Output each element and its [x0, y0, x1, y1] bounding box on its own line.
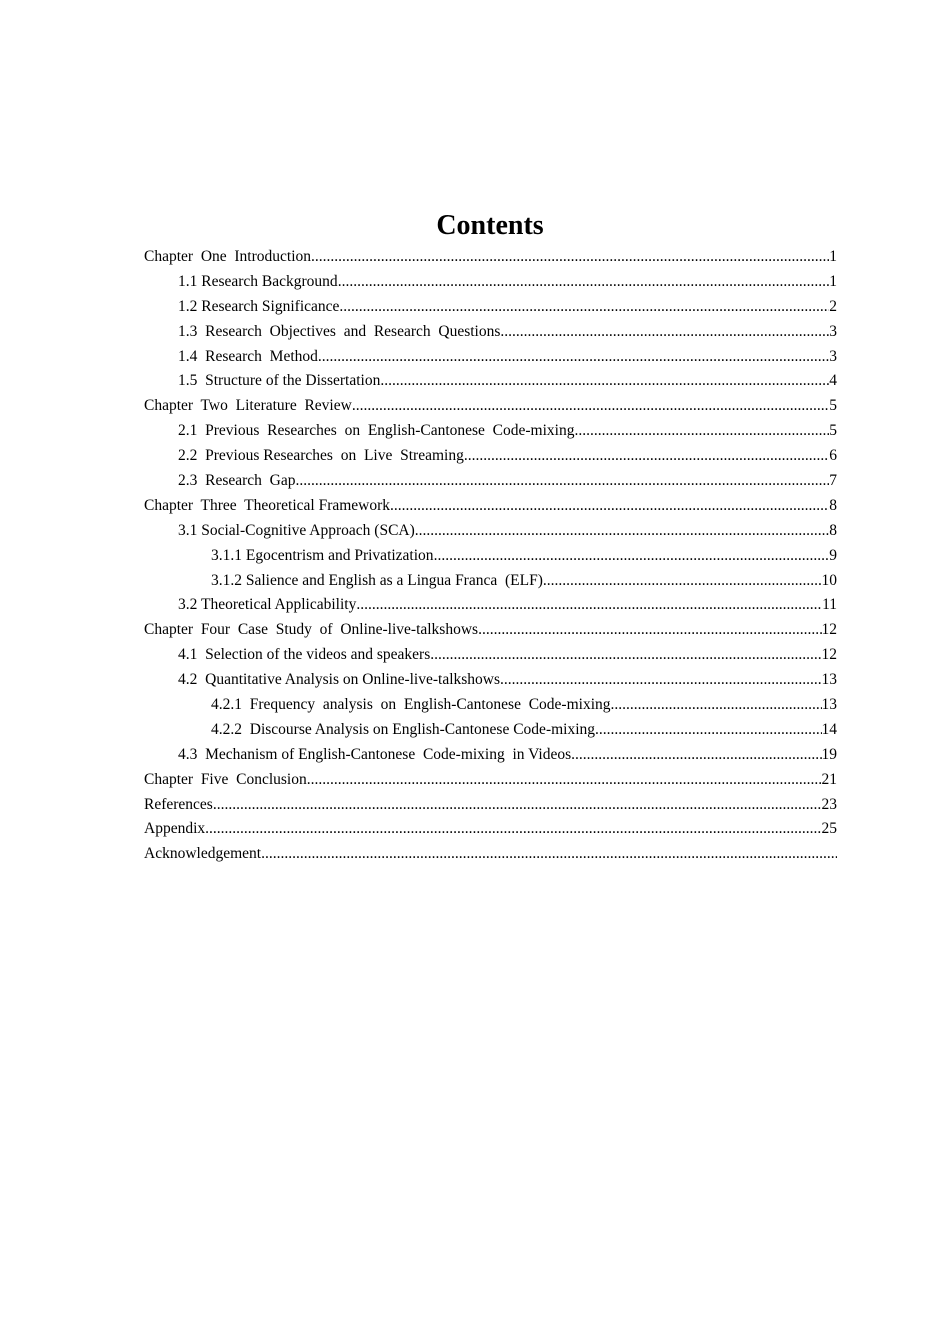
toc-entry[interactable]	[144, 593, 837, 618]
table-of-contents	[144, 245, 837, 867]
toc-dot-leader	[595, 718, 821, 743]
toc-entry-page-number: 12	[821, 646, 837, 664]
toc-entry-label: 3.1.2 Salience and English as a Lingua Franca (ELF)	[211, 571, 543, 589]
page-title: Contents	[436, 210, 544, 241]
toc-entry-label: 4.2 Quantitative Analysis on Online-live-talkshows	[178, 671, 501, 689]
toc-entry[interactable]	[144, 618, 837, 643]
toc-dot-leader	[434, 544, 830, 569]
toc-entry[interactable]	[144, 643, 837, 668]
toc-entry-page-number: 3	[829, 322, 837, 340]
toc-entry-page-number: 1	[829, 272, 837, 290]
toc-dot-leader	[213, 793, 822, 818]
toc-dot-leader	[390, 494, 829, 519]
toc-entry-page-number: 3	[829, 347, 837, 365]
toc-entry[interactable]	[144, 768, 837, 793]
toc-entry-label: Chapter One Introduction	[144, 248, 312, 265]
toc-dot-leader	[500, 668, 821, 693]
toc-entry[interactable]	[144, 693, 837, 718]
toc-entry-page-number: 19	[821, 745, 837, 763]
toc-dot-leader	[571, 743, 821, 768]
toc-entry-page-number: 23	[821, 795, 837, 813]
toc-entry[interactable]	[144, 494, 837, 519]
toc-entry-page-number: 10	[821, 571, 837, 589]
toc-entry[interactable]	[144, 668, 837, 693]
toc-entry[interactable]	[144, 270, 837, 295]
toc-entry-label: Chapter Three Theoretical Framework	[144, 496, 391, 514]
toc-dot-leader	[261, 842, 837, 867]
toc-dot-leader	[205, 817, 821, 842]
toc-entry-page-number: 1	[829, 248, 837, 265]
toc-entry-label: 3.1 Social-Cognitive Approach (SCA)	[178, 521, 415, 539]
toc-entry-label: 1.4 Research Method	[178, 347, 318, 365]
toc-entry-label: Chapter Two Literature Review	[144, 397, 352, 415]
toc-entry-page-number: 11	[822, 596, 837, 614]
toc-entry-page-number: 8	[829, 521, 837, 539]
toc-entry-page-number: 12	[821, 621, 837, 639]
toc-entry-page-number: 21	[821, 770, 837, 788]
toc-entry[interactable]	[144, 345, 837, 370]
toc-entry-label: 4.2.2 Discourse Analysis on English-Cantonese Code-mixing	[211, 720, 596, 738]
toc-entry-page-number: 5	[829, 422, 837, 440]
toc-entry-label: 1.1 Research Background	[178, 272, 338, 290]
toc-entry-label: 2.2 Previous Researches on Live Streaming	[178, 447, 464, 465]
toc-entry[interactable]	[144, 320, 837, 345]
toc-dot-leader	[352, 394, 829, 419]
toc-entry[interactable]	[144, 444, 837, 469]
toc-entry[interactable]	[144, 394, 837, 419]
toc-dot-leader	[338, 270, 830, 295]
toc-dot-leader	[296, 469, 830, 494]
toc-entry-page-number: 2	[829, 297, 837, 315]
toc-entry-page-number: 9	[829, 546, 837, 564]
toc-dot-leader	[611, 693, 822, 718]
toc-entry-page-number: 5	[829, 397, 837, 415]
toc-entry[interactable]	[144, 569, 837, 594]
toc-dot-leader	[307, 768, 822, 793]
toc-entry[interactable]	[144, 419, 837, 444]
toc-entry-label: 1.2 Research Significance	[178, 297, 340, 315]
toc-entry-page-number: 14	[821, 720, 837, 738]
toc-entry-label: 4.1 Selection of the videos and speakers	[178, 646, 431, 664]
toc-dot-leader	[415, 519, 829, 544]
toc-dot-leader	[311, 245, 829, 270]
toc-entry[interactable]	[144, 544, 837, 569]
toc-entry-page-number: 25	[821, 820, 837, 838]
toc-dot-leader	[318, 345, 829, 370]
toc-entry-label: 1.3 Research Objectives and Research Questions	[178, 322, 501, 340]
toc-dot-leader	[543, 569, 822, 594]
toc-dot-leader	[339, 295, 829, 320]
toc-entry-label: References	[144, 795, 213, 813]
toc-entry[interactable]	[144, 369, 837, 394]
toc-entry[interactable]	[144, 245, 837, 270]
toc-dot-leader	[380, 369, 829, 394]
toc-dot-leader	[478, 618, 821, 643]
toc-entry-page-number: 8	[829, 496, 837, 514]
toc-entry-label: 4.2.1 Frequency analysis on English-Cantonese Code-mixing	[211, 696, 611, 714]
toc-entry-label: Acknowledgement	[144, 845, 262, 863]
toc-entry-label: 2.3 Research Gap	[178, 472, 296, 490]
toc-entry[interactable]	[144, 295, 837, 320]
toc-entry[interactable]	[144, 817, 837, 842]
toc-dot-leader	[464, 444, 829, 469]
toc-entry-label: Chapter Four Case Study of Online-live-talkshows	[144, 621, 479, 639]
toc-dot-leader	[500, 320, 829, 345]
toc-entry-page-number: 4	[829, 372, 837, 390]
toc-entry[interactable]	[144, 519, 837, 544]
toc-entry-label: 3.2 Theoretical Applicability	[178, 596, 357, 614]
toc-entry[interactable]	[144, 842, 837, 867]
toc-entry-label: 1.5 Structure of the Dissertation	[178, 372, 381, 390]
toc-entry-label: 3.1.1 Egocentrism and Privatization	[211, 546, 434, 564]
toc-dot-leader	[430, 643, 821, 668]
toc-entry[interactable]	[144, 469, 837, 494]
toc-entry[interactable]	[144, 793, 837, 818]
toc-entry[interactable]	[144, 743, 837, 768]
toc-entry-label: Appendix	[144, 820, 206, 838]
toc-entry-label: 4.3 Mechanism of English-Cantonese Code-mixing in Videos	[178, 745, 572, 763]
toc-dot-leader	[574, 419, 829, 444]
toc-dot-leader	[356, 593, 822, 618]
toc-entry-label: Chapter Five Conclusion	[144, 770, 307, 788]
toc-entry-label: 2.1 Previous Researches on English-Cantonese Code-mixing	[178, 422, 575, 440]
toc-entry[interactable]	[144, 718, 837, 743]
toc-entry-page-number: 13	[821, 696, 837, 714]
toc-entry-page-number: 13	[821, 671, 837, 689]
toc-entry-page-number: 6	[829, 447, 837, 465]
toc-entry-page-number: 7	[829, 472, 837, 490]
